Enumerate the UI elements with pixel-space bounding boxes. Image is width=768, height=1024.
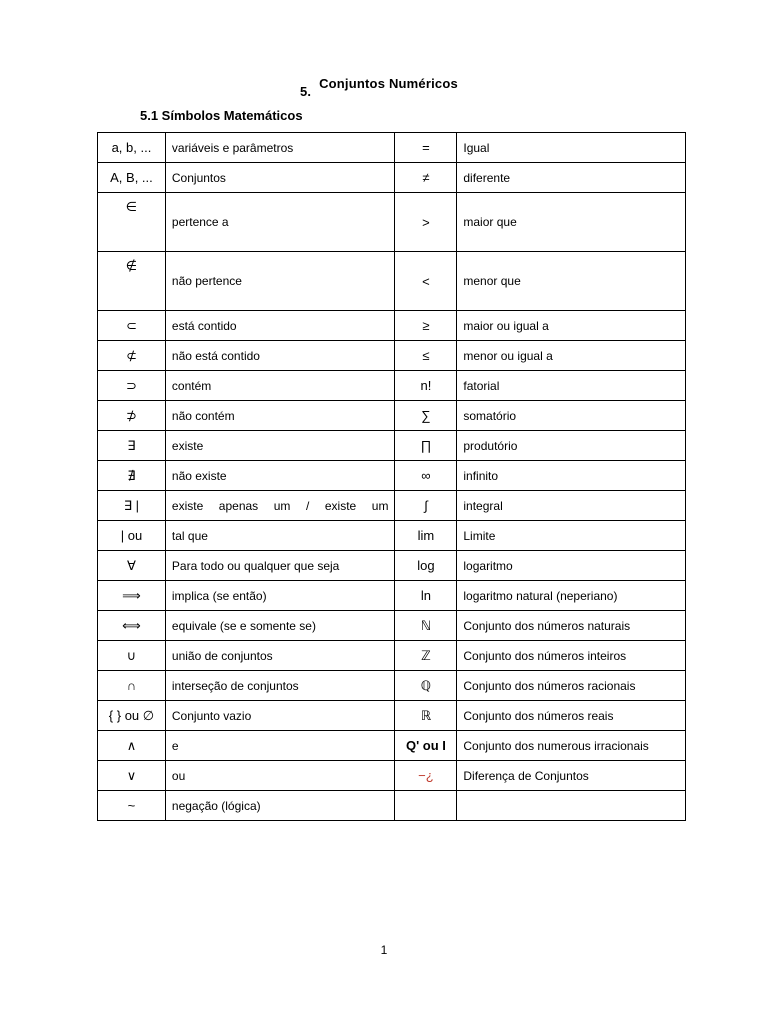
table-row	[98, 193, 686, 252]
meaning-cell: variáveis e parâmetros	[165, 133, 395, 163]
symbol-cell: ∪	[98, 641, 166, 671]
table-row	[98, 671, 686, 701]
meaning-cell: não pertence	[165, 252, 395, 311]
meaning-cell: interseção de conjuntos	[165, 671, 395, 701]
meaning-cell: Diferença de Conjuntos	[457, 761, 686, 791]
symbol-cell: ⊄	[98, 341, 166, 371]
meaning-cell: Conjunto dos numerous irracionais	[457, 731, 686, 761]
table-row	[98, 731, 686, 761]
symbol-cell: ∄	[98, 461, 166, 491]
symbol-cell: A, B, ...	[98, 163, 166, 193]
symbol-cell: ∑	[395, 401, 457, 431]
meaning-cell: Igual	[457, 133, 686, 163]
symbol-cell: <	[395, 252, 457, 311]
table-row	[98, 581, 686, 611]
meaning-cell: fatorial	[457, 371, 686, 401]
symbol-cell: ⟹	[98, 581, 166, 611]
meaning-cell: Conjunto vazio	[165, 701, 395, 731]
symbol-cell: ∃	[98, 431, 166, 461]
symbol-cell: ∀	[98, 551, 166, 581]
meaning-cell: união de conjuntos	[165, 641, 395, 671]
meaning-cell: tal que	[165, 521, 395, 551]
meaning-cell: existe	[165, 431, 395, 461]
symbol-cell: ℚ	[395, 671, 457, 701]
meaning-cell: Conjuntos	[165, 163, 395, 193]
meaning-cell: menor ou igual a	[457, 341, 686, 371]
table-row	[98, 611, 686, 641]
symbol-cell: ⊂	[98, 311, 166, 341]
symbol-cell: ℝ	[395, 701, 457, 731]
symbol-cell: >	[395, 193, 457, 252]
symbol-cell: ∞	[395, 461, 457, 491]
meaning-cell: logaritmo	[457, 551, 686, 581]
symbol-cell: ∉	[98, 252, 166, 311]
symbol-cell: ∩	[98, 671, 166, 701]
meaning-cell: Conjunto dos números inteiros	[457, 641, 686, 671]
symbol-cell: −¿	[395, 761, 457, 791]
page-number: 1	[380, 943, 388, 957]
symbol-cell: ∈	[98, 193, 166, 252]
symbol-cell: =	[395, 133, 457, 163]
symbol-cell: ∏	[395, 431, 457, 461]
table-row	[98, 521, 686, 551]
symbol-cell: ∨	[98, 761, 166, 791]
table-row	[98, 431, 686, 461]
meaning-cell: logaritmo natural (neperiano)	[457, 581, 686, 611]
table-row	[98, 133, 686, 163]
section-title: 5.1 Símbolos Matemáticos	[140, 108, 303, 123]
symbols-table-body	[98, 133, 686, 821]
meaning-cell: produtório	[457, 431, 686, 461]
meaning-cell: não está contido	[165, 341, 395, 371]
symbol-cell: ≥	[395, 311, 457, 341]
meaning-cell: não existe	[165, 461, 395, 491]
table-row	[98, 401, 686, 431]
table-row	[98, 371, 686, 401]
table-row	[98, 761, 686, 791]
chapter-title: Conjuntos Numéricos	[319, 76, 458, 91]
table-row	[98, 163, 686, 193]
meaning-cell: implica (se então)	[165, 581, 395, 611]
symbol-cell: Q' ou I	[395, 731, 457, 761]
table-row	[98, 551, 686, 581]
symbol-cell: lim	[395, 521, 457, 551]
meaning-cell: Conjunto dos números racionais	[457, 671, 686, 701]
table-row	[98, 701, 686, 731]
symbol-cell: a, b, ...	[98, 133, 166, 163]
meaning-cell: e	[165, 731, 395, 761]
table-row	[98, 791, 686, 821]
meaning-cell: negação (lógica)	[165, 791, 395, 821]
symbol-cell: ~	[98, 791, 166, 821]
meaning-cell: integral	[457, 491, 686, 521]
page-title	[300, 76, 458, 99]
section-number: 5.	[300, 84, 312, 99]
meaning-cell: não contém	[165, 401, 395, 431]
symbol-cell: ≤	[395, 341, 457, 371]
meaning-cell: maior que	[457, 193, 686, 252]
meaning-cell: está contido	[165, 311, 395, 341]
symbol-cell: n!	[395, 371, 457, 401]
meaning-cell: Para todo ou qualquer que seja	[165, 551, 395, 581]
meaning-cell: pertence a	[165, 193, 395, 252]
table-row	[98, 311, 686, 341]
meaning-cell: existe apenas um / existe um	[165, 491, 395, 521]
symbol-cell: log	[395, 551, 457, 581]
symbol-cell: ∫	[395, 491, 457, 521]
meaning-cell: Conjunto dos números reais	[457, 701, 686, 731]
meaning-cell: equivale (se e somente se)	[165, 611, 395, 641]
table-row	[98, 491, 686, 521]
symbol-cell: ⊅	[98, 401, 166, 431]
symbol-cell: ℤ	[395, 641, 457, 671]
symbol-cell	[395, 791, 457, 821]
meaning-cell: maior ou igual a	[457, 311, 686, 341]
symbol-cell: ⊃	[98, 371, 166, 401]
symbol-cell: ≠	[395, 163, 457, 193]
meaning-cell: Limite	[457, 521, 686, 551]
table-row	[98, 341, 686, 371]
table-row	[98, 461, 686, 491]
meaning-cell: contém	[165, 371, 395, 401]
meaning-cell: infinito	[457, 461, 686, 491]
symbol-cell: ℕ	[395, 611, 457, 641]
symbols-table	[97, 132, 686, 821]
meaning-cell: ou	[165, 761, 395, 791]
symbol-cell: ⟺	[98, 611, 166, 641]
symbol-cell: ln	[395, 581, 457, 611]
meaning-cell: somatório	[457, 401, 686, 431]
meaning-cell	[457, 791, 686, 821]
symbol-cell: ∧	[98, 731, 166, 761]
table-row	[98, 641, 686, 671]
symbol-cell: ∃ |	[98, 491, 166, 521]
meaning-cell: diferente	[457, 163, 686, 193]
table-row	[98, 252, 686, 311]
symbol-cell: | ou	[98, 521, 166, 551]
meaning-cell: Conjunto dos números naturais	[457, 611, 686, 641]
symbol-cell: { } ou ∅	[98, 701, 166, 731]
meaning-cell: menor que	[457, 252, 686, 311]
